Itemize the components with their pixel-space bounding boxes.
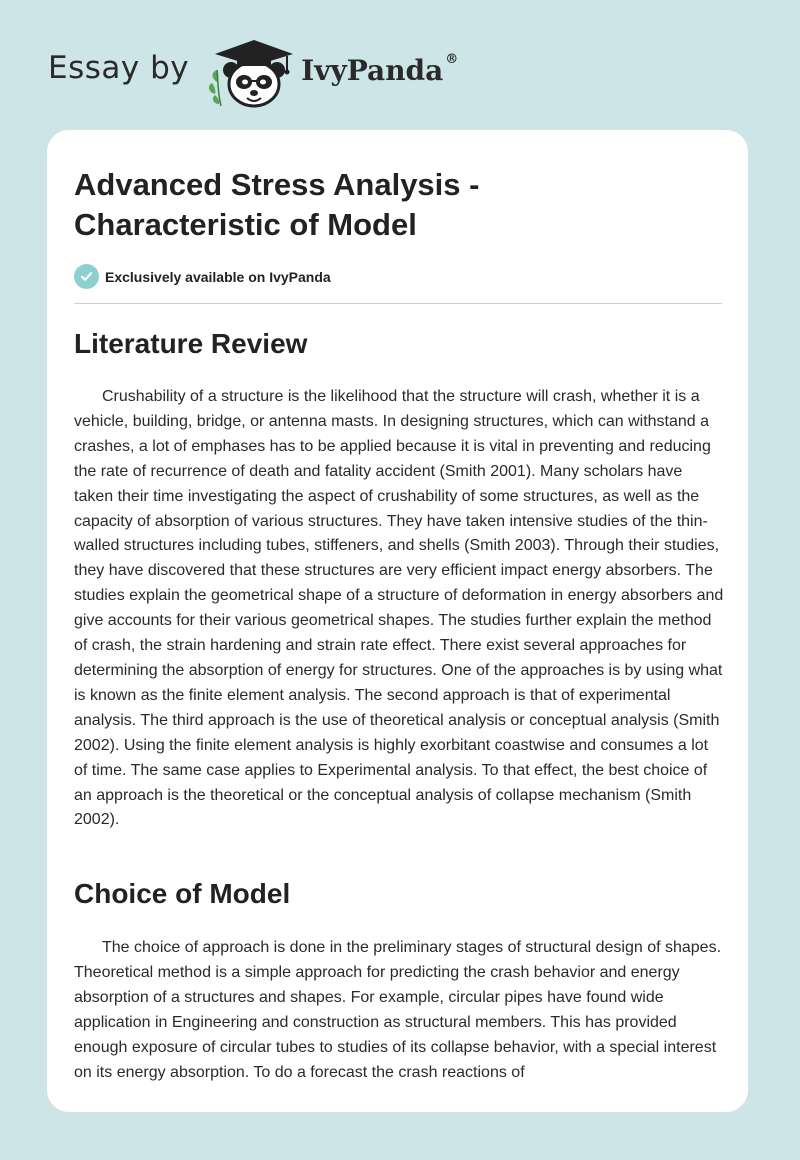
site-header [48,34,458,110]
ivypanda-logo-icon [203,34,295,110]
title-divider [74,303,722,304]
section-heading-literature-review: Literature Review [74,328,308,359]
section-paragraph-literature-review: Crushability of a structure is the likelihood that the structure will crash, whether it is a vehicle, building, bridge, or antenna masts. In designing structures, which can withstand a crashes, a lot of emphases has to be applied because it is vital in preventing and reducing the rate of recurrence of death and fatality accident (Smith 2001). Many scholars have taken their time investigating the aspect of crushability of some structures, as well as the capacity of absorption of various structures. They have taken intensive studies of the thin-walled structures including tubes, stiffeners, and shells (Smith 2003). Through their studies, they have discovered that these structures are very efficient impact energy absorbers. The studies explain the geometrical shape of a structure of deformation in energy absorbers and give accounts for their various geometrical shapes. The studies further explain the method of crash, the strain hardening and strain rate effect. There exist several approaches for determining the absorption of energy for structures. One of the approaches is by using what is known as the finite element analysis. The second approach is that of experimental analysis. The third approach is the use of theoretical analysis or conceptual analysis (Smith 2002). Using the finite element analysis is highly exorbitant coastwise and consumes a lot of time. The same case applies to Experimental analysis. To that effect, the best choice of an approach is the theoretical or the conceptual analysis of collapse mechanism (Smith 2002). [74,388,724,829]
exclusive-label: Exclusively available on IvyPanda [105,268,331,285]
essay-by-label: Essay by [48,50,190,86]
essay-title: Advanced Stress Analysis - Characteristic of Model [74,167,480,242]
section-heading-choice-of-model: Choice of Model [74,878,291,909]
section-paragraph-choice-of-model: The choice of approach is done in the preliminary stages of structural design of shapes. Theoretical method is a simple approach for predicting the crash behavior and energy absorption of a structures and shapes. For example, circular pipes have found wide application in Engineering and construction as structural members. This has provided enough exposure of circular tubes to studies of its collapse behavior, with a special interest on its energy absorption. To do a forecast the crash reactions of [74,939,722,1081]
check-circle-icon [74,264,99,289]
exclusive-badge [74,264,331,289]
registered-mark: ® [445,51,459,67]
essay-card [47,130,748,1112]
brand-name [301,51,459,87]
brand-name-text: IvyPanda [301,53,444,87]
